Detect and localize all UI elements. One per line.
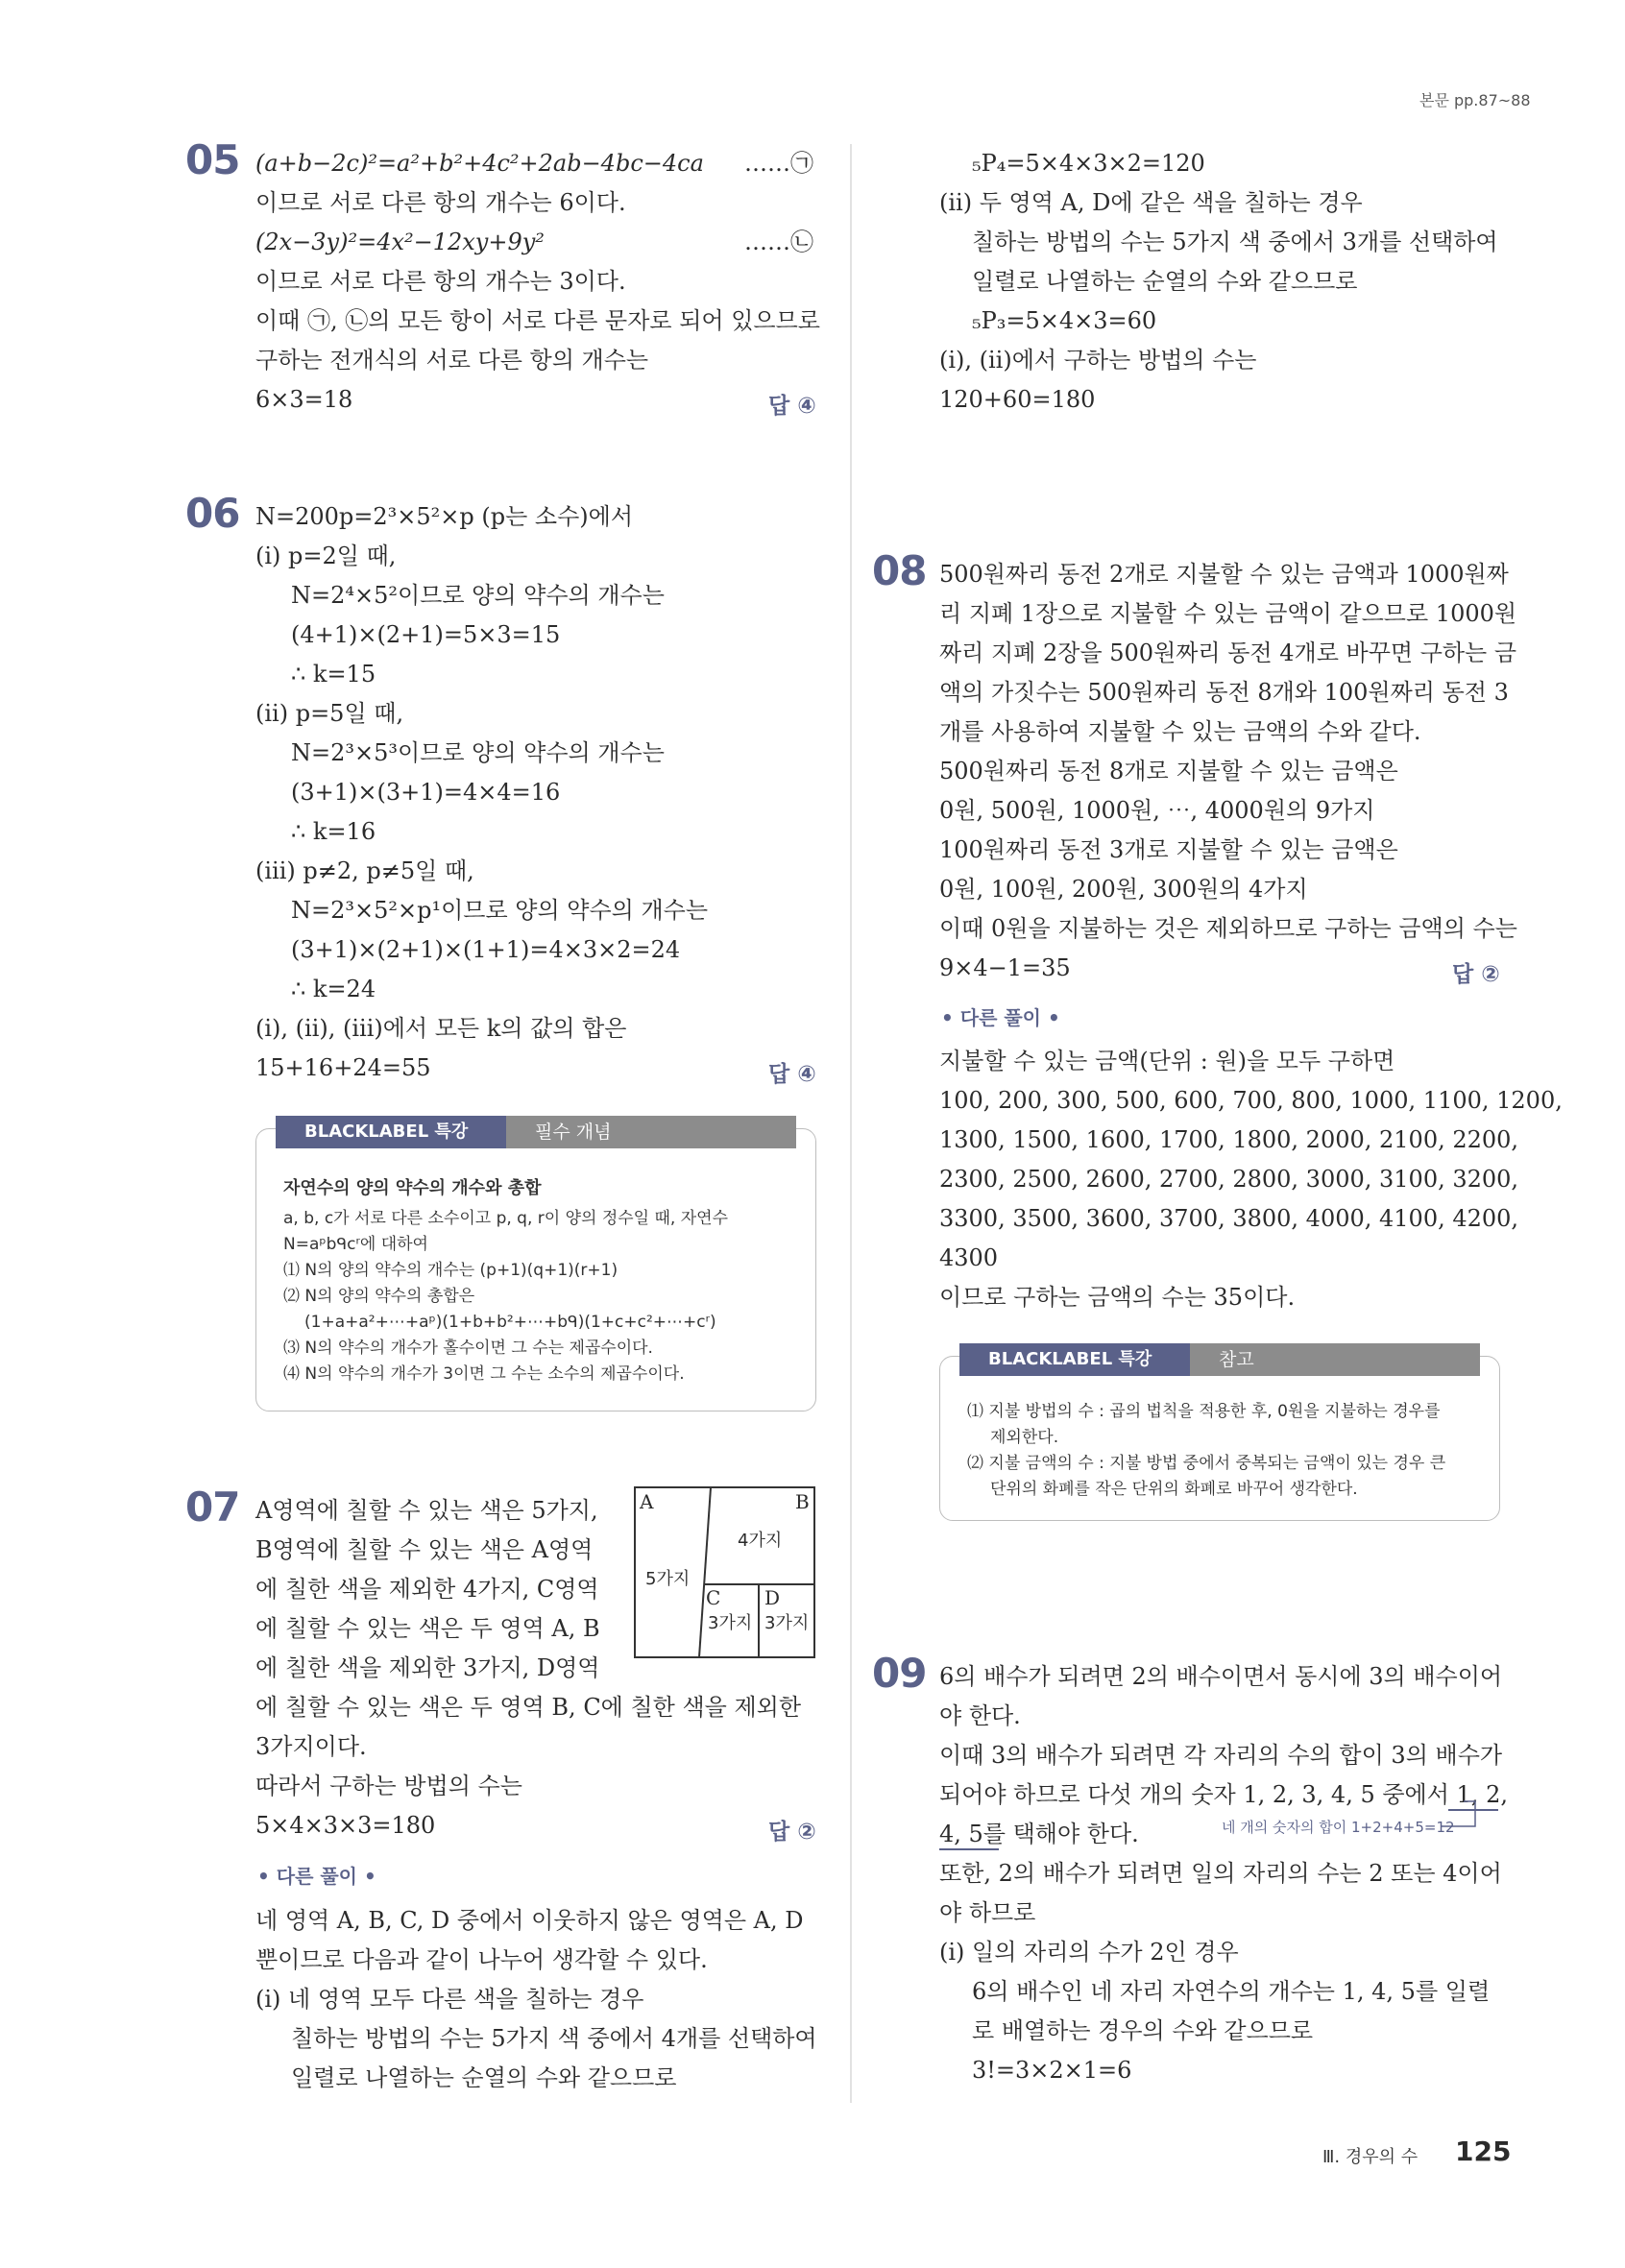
p06-line-15: 15+16+24=55 [255,1054,431,1081]
p07-cont-line-3: 칠하는 방법의 수는 5가지 색 중에서 3개를 선택하여 [972,229,1498,255]
p06-line-3: N=2⁴×5²이므로 양의 약수의 개수는 [291,582,665,609]
p07-cont-line-1: ₅P₄=5×4×3×2=120 [972,150,1205,177]
box-06-line-2: N=aᵖbᑫcʳ에 대하여 [283,1235,428,1254]
p09-line-3: 이때 3의 배수가 되려면 각 자리의 수의 합이 3의 배수가 [939,1742,1503,1769]
p08-line-9: 0원, 100원, 200원, 300원의 4가지 [939,876,1308,903]
box-08-tab-left: BLACKLABEL 특강 [959,1343,1190,1376]
p09-underline [1448,1809,1498,1811]
diagram-label-d: D [764,1586,781,1609]
box-08-line-3: ⑵ 지불 금액의 수 : 지불 방법 중에서 중복되는 금액이 있는 경우 큰 [967,1454,1446,1473]
box-08-line-2: 제외한다. [990,1428,1059,1447]
p07-cont-line-7: 120+60=180 [939,386,1096,413]
p06-line-5: ∴ k=15 [291,661,376,688]
page-reference: 본문 pp.87~88 [1419,91,1531,109]
p07-line-8: 따라서 구하는 방법의 수는 [255,1773,522,1799]
blacklabel-box-08 [939,1349,1500,1521]
p05-mark-2: ……㉡ [744,229,813,255]
p09-line-6: 또한, 2의 배수가 되려면 일의 자리의 수는 2 또는 4이어 [939,1860,1502,1887]
p06-line-9: ∴ k=16 [291,818,376,845]
p05-line-5: 이때 ㉠, ㉡의 모든 항이 서로 다른 문자로 되어 있으므로 [255,307,820,334]
p06-line-7: N=2³×5³이므로 양의 약수의 개수는 [291,739,665,766]
p06-line-12: (3+1)×(2+1)×(1+1)=4×3×2=24 [291,936,681,963]
p08-line-4: 액의 가짓수는 500원짜리 동전 8개와 100원짜리 동전 3 [939,679,1509,706]
p09-line-8: (ⅰ) 일의 자리의 수가 2인 경우 [939,1939,1239,1966]
p05-line-2: 이므로 서로 다른 항의 개수는 6이다. [255,189,626,216]
p09-line-1: 6의 배수가 되려면 2의 배수이면서 동시에 3의 배수이어 [939,1663,1503,1690]
p08-alt-line-2: 100, 200, 300, 500, 600, 700, 800, 1000, 1100, 1200, [939,1087,1563,1114]
p08-alt-line-5: 3300, 3500, 3600, 3700, 3800, 4000, 4100, 4200, [939,1205,1519,1232]
p09-line-9: 6의 배수인 네 자리 자연수의 개수는 1, 4, 5를 일렬 [972,1978,1491,2005]
box-06-line-3: ⑴ N의 양의 약수의 개수는 (p+1)(q+1)(r+1) [283,1261,618,1280]
box-06-tab-right: 필수 개념 [535,1122,612,1143]
p07-line-7: 3가지이다. [255,1733,367,1760]
p09-line-7: 야 하므로 [939,1899,1036,1926]
p08-alt-line-7: 이므로 구하는 금액의 수는 35이다. [939,1284,1296,1311]
p07-cont-line-2: (ⅱ) 두 영역 A, D에 같은 색을 칠하는 경우 [939,189,1363,216]
box-08-tab-right: 참고 [1219,1349,1254,1370]
box-06-tab-bar [276,1116,796,1148]
p08-line-11: 9×4−1=35 [939,954,1071,981]
p07-line-5: 에 칠한 색을 제외한 3가지, D영역 [255,1654,600,1681]
box-08-tab-bar [959,1343,1480,1376]
p08-line-5: 개를 사용하여 지불할 수 있는 금액의 수와 같다. [939,718,1421,745]
problem-number-05: 05 [185,136,240,183]
box-06-line-5: (1+a+a²+⋯+aᵖ)(1+b+b²+⋯+bᑫ)(1+c+c²+⋯+cʳ) [304,1313,716,1332]
p07-alt-line-4: 칠하는 방법의 수는 5가지 색 중에서 4개를 선택하여 [291,2025,817,2052]
p08-line-7: 0원, 500원, 1000원, ⋯, 4000원의 9가지 [939,797,1375,824]
p06-line-11: N=2³×5²×p¹이므로 양의 약수의 개수는 [291,897,709,924]
p09-line-2: 야 한다. [939,1702,1021,1729]
p09-line-11: 3!=3×2×1=6 [972,2057,1132,2084]
p07-alt-line-2: 뿐이므로 다음과 같이 나누어 생각할 수 있다. [255,1946,708,1973]
p05-answer: 답 ④ [768,394,816,419]
p06-line-14: (ⅰ), (ⅱ), (ⅲ)에서 모든 k의 값의 합은 [255,1015,627,1042]
problem-number-09: 09 [872,1650,927,1697]
box-06-title: 자연수의 양의 약수의 개수와 총합 [283,1178,542,1198]
problem-number-07: 07 [185,1484,240,1531]
p07-line-1: A영역에 칠할 수 있는 색은 5가지, [255,1497,598,1524]
p08-line-8: 100원짜리 동전 3개로 지불할 수 있는 금액은 [939,836,1398,863]
diagram-count-a: 5가지 [645,1569,691,1589]
p07-alt-line-3: (ⅰ) 네 영역 모두 다른 색을 칠하는 경우 [255,1986,644,2013]
p06-line-1: N=200p=2³×5²×p (p는 소수)에서 [255,503,634,530]
p08-line-2: 리 지폐 1장으로 지불할 수 있는 금액이 같으므로 1000원 [939,600,1517,627]
box-06-line-1: a, b, c가 서로 다른 소수이고 p, q, r이 양의 정수일 때, 자연수 [283,1209,729,1228]
p09-margin-note: 네 개의 숫자의 합이 1+2+4+5=12 [1222,1819,1455,1836]
p06-line-13: ∴ k=24 [291,976,376,1002]
p08-line-1: 500원짜리 동전 2개로 지불할 수 있는 금액과 1000원짜 [939,561,1509,588]
box-06-line-6: ⑶ N의 약수의 개수가 홀수이면 그 수는 제곱수이다. [283,1339,653,1358]
p07-cont-line-6: (ⅰ), (ⅱ)에서 구하는 방법의 수는 [939,347,1257,374]
problem-number-08: 08 [872,547,927,594]
p09-line-10: 로 배열하는 경우의 수와 같으므로 [972,2017,1314,2044]
box-08-line-4: 단위의 화폐를 작은 단위의 화폐로 바꾸어 생각한다. [990,1480,1358,1499]
footer-chapter: Ⅲ. 경우의 수 [1322,2147,1419,2167]
p07-alt-line-1: 네 영역 A, B, C, D 중에서 이웃하지 않은 영역은 A, D [255,1907,804,1934]
column-divider [850,144,852,2103]
p06-line-8: (3+1)×(3+1)=4×4=16 [291,779,561,806]
p05-line-7: 6×3=18 [255,386,353,413]
diagram-count-d: 3가지 [764,1613,810,1633]
p08-alt-solution-label: • 다른 풀이 • [941,1006,1060,1029]
footer-page-number: 125 [1455,2135,1512,2167]
diagram-count-b: 4가지 [738,1531,783,1551]
blacklabel-box-06 [255,1122,816,1411]
p08-line-6: 500원짜리 동전 8개로 지불할 수 있는 금액은 [939,758,1398,784]
p08-line-3: 짜리 지폐 2장을 500원짜리 동전 4개로 바꾸면 구하는 금 [939,639,1517,666]
box-08-line-1: ⑴ 지불 방법의 수 : 곱의 법칙을 적용한 후, 0원을 지불하는 경우를 [967,1402,1441,1421]
box-06-line-7: ⑷ N의 약수의 개수가 3이면 그 수는 소수의 제곱수이다. [283,1364,685,1384]
p09-line-5: 4, 5를 택해야 한다. [939,1821,1139,1847]
p07-alt-line-5: 일렬로 나열하는 순열의 수와 같으므로 [291,2064,677,2091]
p07-line-9: 5×4×3×3=180 [255,1812,436,1839]
p07-answer: 답 ② [768,1820,816,1845]
p06-answer: 답 ④ [768,1062,816,1087]
box-06-line-4: ⑵ N의 양의 약수의 총합은 [283,1287,475,1306]
diagram-label-b: B [795,1490,810,1513]
p09-underline-2 [939,1848,999,1850]
p08-line-10: 이때 0원을 지불하는 것은 제외하므로 구하는 금액의 수는 [939,915,1517,942]
p08-alt-line-6: 4300 [939,1244,999,1271]
p06-line-4: (4+1)×(2+1)=5×3=15 [291,621,561,648]
diagram-label-c: C [706,1586,721,1609]
p07-cont-line-4: 일렬로 나열하는 순열의 수와 같으므로 [972,268,1358,295]
p05-line-1: (a+b−2c)²=a²+b²+4c²+2ab−4bc−4ca [255,150,704,177]
p07-line-4: 에 칠할 수 있는 색은 두 영역 A, B [255,1615,600,1642]
p09-note-bracket [1441,1798,1479,1832]
p05-mark-1: ……㉠ [744,150,813,177]
p05-line-4: 이므로 서로 다른 항의 개수는 3이다. [255,268,626,295]
problem-number-06: 06 [185,490,240,537]
p07-line-2: B영역에 칠할 수 있는 색은 A영역 [255,1536,594,1563]
p05-line-3: (2x−3y)²=4x²−12xy+9y² [255,229,545,255]
p09-line-4: 되어야 하므로 다섯 개의 숫자 1, 2, 3, 4, 5 중에서 1, 2, [939,1781,1508,1808]
p08-alt-line-1: 지불할 수 있는 금액(단위 : 원)을 모두 구하면 [939,1048,1395,1074]
p08-alt-line-4: 2300, 2500, 2600, 2700, 2800, 3000, 3100, 3200, [939,1166,1519,1193]
p08-alt-line-3: 1300, 1500, 1600, 1700, 1800, 2000, 2100, 2200, [939,1126,1519,1153]
p07-line-6: 에 칠할 수 있는 색은 두 영역 B, C에 칠한 색을 제외한 [255,1694,802,1721]
p07-alt-solution-label: • 다른 풀이 • [257,1865,376,1888]
diagram-count-c: 3가지 [708,1613,753,1633]
box-06-tab-left: BLACKLABEL 특강 [276,1116,506,1148]
p07-cont-line-5: ₅P₃=5×4×3=60 [972,307,1157,334]
p07-line-3: 에 칠한 색을 제외한 4가지, C영역 [255,1576,599,1603]
p06-line-6: (ⅱ) p=5일 때, [255,700,404,727]
p05-line-6: 구하는 전개식의 서로 다른 항의 개수는 [255,347,649,374]
p06-line-2: (ⅰ) p=2일 때, [255,543,397,569]
p08-answer: 답 ② [1452,962,1500,987]
diagram-label-a: A [640,1490,654,1513]
p06-line-10: (ⅲ) p≠2, p≠5일 때, [255,857,474,884]
